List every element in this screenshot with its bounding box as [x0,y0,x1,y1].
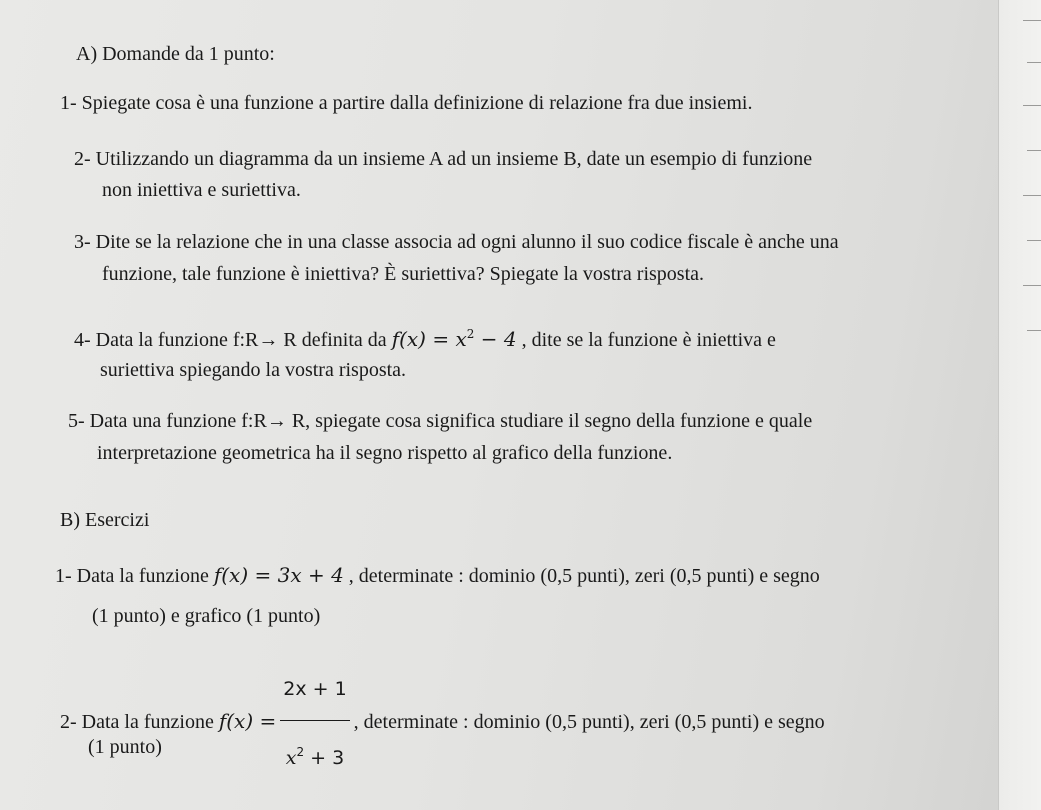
exercise-1-suffix: , determinate : dominio (0,5 punti), zeri (0,5 punti) e segno [343,565,820,587]
question-2-line-2: non iniettiva e suriettiva. [102,179,301,201]
exercise-2-suffix: , determinate : dominio (0,5 punti), zeri (0,5 punti) e segno [353,711,825,734]
exercise-1-formula: f(x) = 3x + 4 [213,563,344,587]
formula-rhs: − 4 [474,327,517,351]
notebook-edge [998,0,1041,810]
question-2-line-1: 2- Utilizzando un diagramma da un insieme A ad un insieme B, date un esempio di funzione [74,148,813,170]
denominator-rest: + 3 [304,747,345,769]
section-a-title: A) Domande da 1 punto: [76,43,275,65]
exercise-1-prefix: 1- Data la funzione [55,565,214,587]
denominator-base: x [285,747,297,769]
question-4-line-1 [74,322,776,352]
question-4-prefix: 4- Data la funzione f:R→ R definita da [74,329,392,351]
edge-tick [1027,330,1041,331]
fraction-numerator: 2x + 1 [280,660,349,721]
question-3-line-2: funzione, tale funzione è iniettiva? È suriettiva? Spiegate la vostra risposta. [102,263,705,285]
denominator-exponent: 2 [296,745,305,759]
edge-tick [1023,105,1041,106]
edge-tick [1027,62,1041,63]
question-3-line-1: 3- Dite se la relazione che in una classe associa ad ogni alunno il suo codice fiscale è anche una [74,231,839,253]
edge-tick [1023,285,1041,286]
section-b-title: B) Esercizi [60,509,150,531]
exercise-2-lhs: f(x) = [218,709,277,734]
exercise-2-line-2: (1 punto) [88,736,162,758]
question-5-line-1: 5- Data una funzione f:R→ R, spiegate cosa significa studiare il segno della funzione e quale [68,410,813,432]
exercise-2-line-1 [60,660,825,787]
exercise-1-line-1 [55,563,820,588]
exercise-2-prefix: 2- Data la funzione [60,711,219,734]
edge-tick [1027,240,1041,241]
question-4-line-2: suriettiva spiegando la vostra risposta. [100,359,407,381]
exercise-2-fraction [280,660,349,787]
formula-lhs: f(x) = x [391,327,467,351]
question-5-line-2: interpretazione geometrica ha il segno rispetto al grafico della funzione. [97,442,673,464]
question-1: 1- Spiegate cosa è una funzione a partire dalla definizione di relazione fra due insiemi. [60,92,753,114]
edge-tick [1023,195,1041,196]
edge-tick [1023,20,1041,21]
formula-exponent: 2 [466,327,475,341]
question-4-formula [392,327,517,351]
question-4-suffix: , dite se la funzione è iniettiva e [516,329,776,351]
fraction-denominator [280,721,349,787]
edge-tick [1027,150,1041,151]
exercise-1-line-2: (1 punto) e grafico (1 punto) [92,605,321,627]
